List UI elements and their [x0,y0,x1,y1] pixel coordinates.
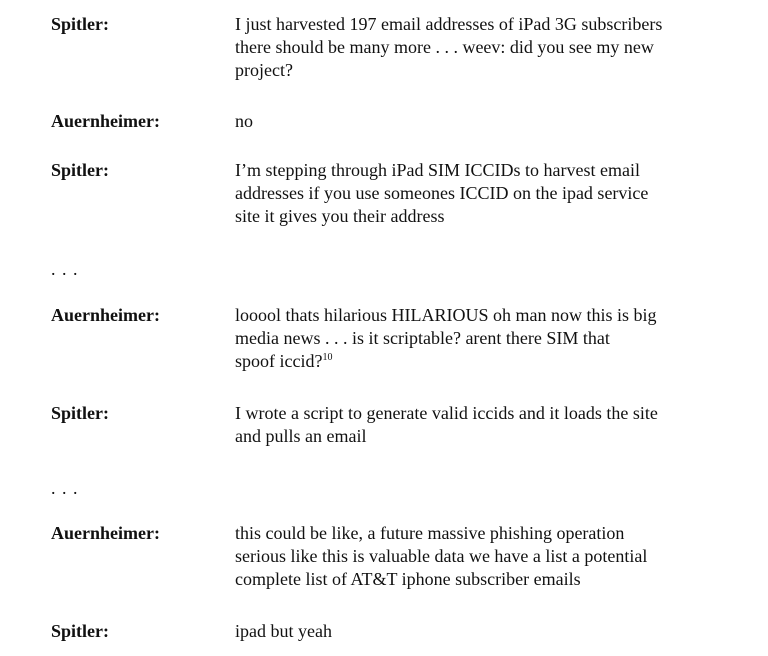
message-text [235,159,735,228]
message-line [235,350,735,373]
message-line: and pulls an email [235,426,367,446]
message-line: I’m stepping through iPad SIM ICCIDs to harvest email [235,160,640,180]
message-line: there should be many more . . . weev: did you see my new [235,37,654,57]
speaker-name: Auernheimer: [51,523,160,543]
message-text [235,110,735,133]
speaker-name: Spitler: [51,621,109,641]
speaker-name: Spitler: [51,14,109,34]
message-text [235,522,735,591]
message-line-text: spoof iccid? [235,351,323,371]
speaker-name: Spitler: [51,403,109,423]
message-line: ipad but yeah [235,621,332,641]
message-line: project? [235,60,293,80]
speaker-name: Spitler: [51,160,109,180]
speaker-name: Auernheimer: [51,305,160,325]
message-line: media news . . . is it scriptable? arent there SIM that [235,328,610,348]
message-line: looool thats hilarious HILARIOUS oh man now this is big [235,305,657,325]
footnote-marker: 10 [322,352,333,363]
message-line: addresses if you use someones ICCID on the ipad service [235,183,649,203]
message-line: this could be like, a future massive phishing operation [235,523,625,543]
message-line: I just harvested 197 email addresses of iPad 3G subscribers [235,14,663,34]
message-line: no [235,111,253,131]
message-text [235,304,735,373]
message-line: I wrote a script to generate valid iccids and it loads the site [235,403,658,423]
omission-ellipsis: . . . [51,478,79,498]
speaker-name: Auernheimer: [51,111,160,131]
message-text [235,13,735,82]
omission-ellipsis: . . . [51,259,79,279]
message-text [235,402,735,448]
message-text [235,620,735,643]
message-line: site it gives you their address [235,206,445,226]
message-line: serious like this is valuable data we have a list a potential [235,546,648,566]
message-line: complete list of AT&T iphone subscriber emails [235,569,581,589]
